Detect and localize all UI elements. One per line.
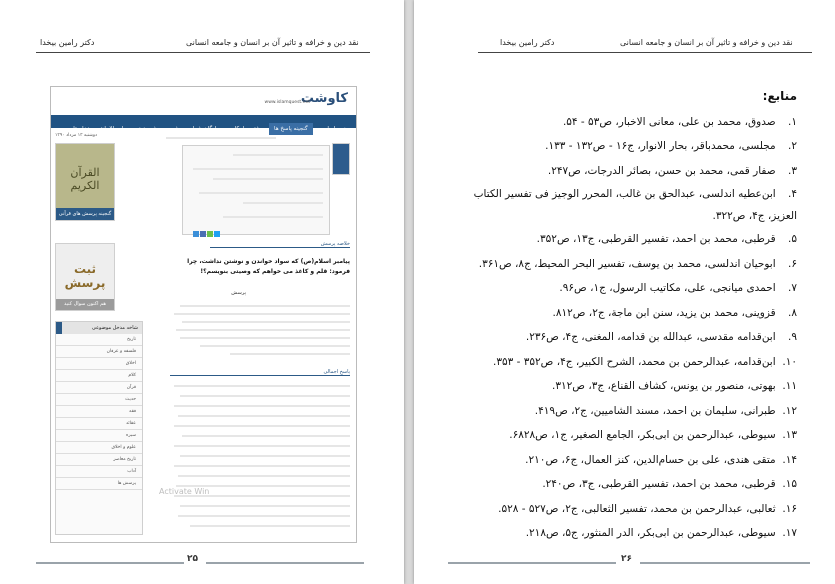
quran-banner-text: القرآن الكريم <box>70 166 100 192</box>
footer-rule-right <box>206 562 364 564</box>
footer-rule-left <box>448 562 616 564</box>
sidebar-item[interactable]: تاریخ <box>56 334 142 346</box>
sidebar-item[interactable]: تاریخ معاصر <box>56 454 142 466</box>
references-list <box>451 84 797 546</box>
nav-item-fiqh[interactable]: فقه و احکام <box>231 126 259 132</box>
sidebar-item[interactable]: سیره <box>56 430 142 442</box>
site-nav-bar <box>51 115 356 132</box>
nav-item-organ[interactable]: ارگان شما <box>192 126 217 132</box>
submit-banner-caption: هم اکنون سوال کنید <box>56 299 114 310</box>
sidebar-item[interactable]: عقائد <box>56 418 142 430</box>
nav-item-answers[interactable]: گنجینه پاسخ ها <box>269 123 313 135</box>
reference-item: ۲. مجلسی، محمدباقر، بحار الانوار، ج۱۶ - ص۱۳۲ - ۱۳۳. <box>545 140 797 152</box>
reference-item: ۱۶. ثعالبی، عبدالرحمن بن محمد، تفسیر الثعالبی، ج۲، ص۵۲۷ - ۵۲۸. <box>498 502 797 515</box>
reference-item: ۱۵. قرطبی، محمد بن احمد، تفسیر القرطبی، ج۳، ص۲۴۰. <box>542 478 797 490</box>
left-page <box>0 0 404 584</box>
header-title: نقد دین و خرافه و تاثیر آن بر انسان و جامعه انسانی <box>620 38 793 47</box>
right-page <box>414 0 835 584</box>
page-number: ۲۶ <box>621 554 632 564</box>
page-number: ۲۵ <box>187 554 198 564</box>
reference-item: ۱۱. بهوتی، منصور بن یونس، کشاف القناع، ج۳، ص۳۱۲. <box>552 380 797 392</box>
header-author: دکتر رامین بیخدا <box>500 38 555 47</box>
footer-rule-left <box>36 562 184 564</box>
sidebar-title: شاخه مدخل موضوعی <box>56 322 142 334</box>
sidebar-item[interactable]: آداب <box>56 466 142 478</box>
nav-item-terms[interactable]: اصطلاحات و مدخل ها <box>73 126 124 132</box>
sidebar-item[interactable]: فلسفه و عرفان <box>56 346 142 358</box>
reference-item: ۱۷. سیوطی، عبدالرحمن بن ابی‌بکر، الدر المنثور، ج۵، ص۲۱۸. <box>525 527 797 539</box>
question-title: پیامبر اسلام(ص) که سواد خواندن و نوشتن نداشت، چرا فرمود: قلم و کاغذ می خواهم که وصیتی بنویسم؟! <box>187 258 350 275</box>
summary-label: خلاصه پرسش <box>210 241 350 248</box>
sidebar-item[interactable]: قرآن <box>56 382 142 394</box>
nav-item-new-question[interactable]: ثبت پرسش جدید <box>138 126 178 132</box>
header-title: نقد دین و خرافه و تاثیر آن بر انسان و جامعه انسانی <box>186 38 359 47</box>
sidebar-item[interactable]: حدیث <box>56 394 142 406</box>
reference-item: ۱۴. متقی هندی، علی بن حسام‌الدین، کنز العمال، ج۶، ص۲۱۰. <box>525 453 797 466</box>
footer-rule-right <box>640 562 810 564</box>
reference-item: ۳. صفار قمی، محمد بن حسن، بصائر الدرجات، ص۲۴۷. <box>547 164 797 177</box>
reference-item: ۱. صدوق، محمد بن علی، معانی الاخبار، ص۵۳ - ۵۴. <box>562 115 797 128</box>
reference-item: ۱۲. طبرانی، سلیمان بن احمد، مسند الشامیین، ج۲، ص۴۱۹. <box>534 404 797 417</box>
reference-item: ۹. ابن‌قدامه مقدسی، عبدالله بن قدامه، المغنی، ج۴، ص۲۳۶. <box>525 331 797 343</box>
reference-item: ۶. ابوحیان اندلسی، محمد بن یوسف، تفسیر البحر المحیط، ج۸، ص۳۶۱. <box>478 257 797 270</box>
quran-banner-caption: گنجینه پرسش های قرآنی <box>56 208 114 220</box>
header-rule <box>478 52 812 53</box>
header-author: دکتر رامین بیخدا <box>40 38 95 47</box>
topic-sidebar <box>55 321 143 535</box>
embedded-website-screenshot <box>50 86 357 543</box>
submit-question-banner[interactable] <box>55 243 115 311</box>
breadcrumb <box>166 137 276 139</box>
sidebar-item[interactable]: علوم و اخلاق <box>56 442 142 454</box>
activation-watermark: Activate Win <box>159 487 210 496</box>
sidebar-item[interactable]: فقه <box>56 406 142 418</box>
reference-item: ۷. احمدی میانجی، علی، مکاتیب الرسول، ج۱، ص۹۶. <box>559 282 797 294</box>
nav-item-home[interactable]: صفحه اصلی <box>322 126 351 132</box>
answer-label: پاسخ اجمالی <box>170 369 350 376</box>
site-logo: کاوشت <box>300 91 348 106</box>
submit-banner-text: ثبت پرسش <box>64 262 106 290</box>
question-info-box <box>182 145 330 235</box>
quran-banner[interactable] <box>55 143 115 221</box>
site-date: دوشنبه ۱۳ مرداد ۱۳۹۰ <box>55 133 98 138</box>
reference-item: ۴. ابن‌عطیه اندلسی، عبدالحق بن غالب، المحرر الوجیز فی تفسیر الکتاب العزیز، ج۴، ص۳۲۲. <box>473 188 797 222</box>
sidebar-item[interactable]: پرسش ها <box>56 478 142 490</box>
header-rule <box>36 52 370 53</box>
stat-badge <box>332 143 350 175</box>
reference-item: ۸. قزوینی، محمد بن یزید، سنن ابن ماجة، ج۲، ص۸۱۲. <box>552 306 797 319</box>
references-title: منابع: <box>762 89 797 103</box>
site-url: www.islamquest.net <box>264 100 310 105</box>
reference-item: ۱۳. سیوطی، عبدالرحمن بن ابی‌بکر، الجامع الصغیر، ج۱، ص۶۸۲۸. <box>509 429 797 441</box>
reference-item: ۱۰. ابن‌قدامه، عبدالرحمن بن محمد، الشرح الکبیر، ج۴، ص۳۵۲ - ۳۵۳. <box>493 355 797 368</box>
sidebar-item[interactable]: کلام <box>56 370 142 382</box>
question-sub: پرسش <box>231 290 246 296</box>
sidebar-item[interactable]: اخلاق <box>56 358 142 370</box>
reference-item: ۵. قرطبی، محمد بن احمد، تفسیر القرطبی، ج۱۳، ص۳۵۲. <box>536 233 797 245</box>
